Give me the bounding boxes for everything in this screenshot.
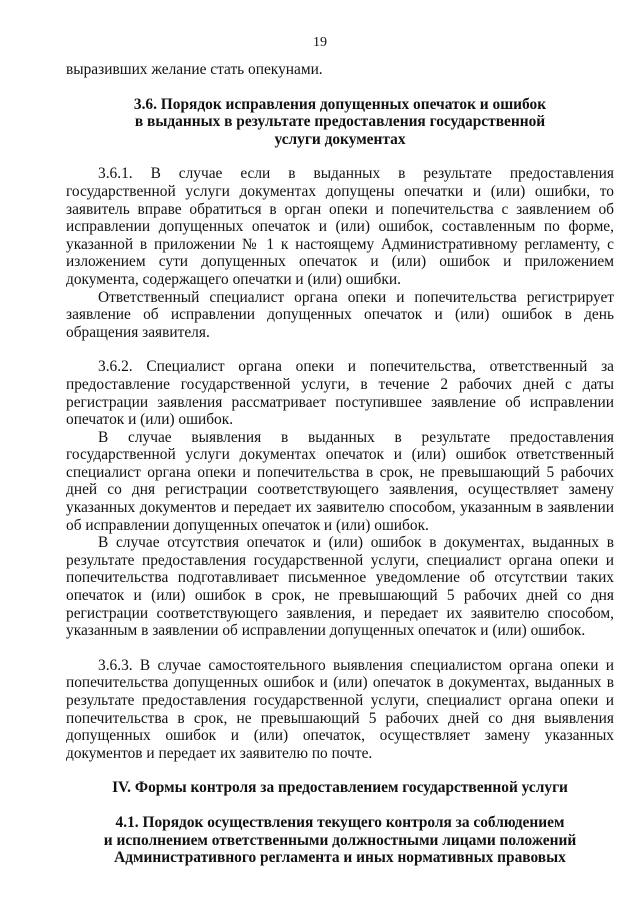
section-4-1-heading bbox=[66, 814, 614, 867]
paragraph-3-6-2-correction: В случае выявления в выданных в результате предоставления государственной услуги документах опечаток и (или) ошибок ответственный специалист органа опеки и попечительства в срок, не превышающий 5 рабочих дней со дня регистрации соответствующего заявления, осуществляет замену указанных документов и передает их заявителю способом, указанным в заявлении об исправлении допущенных опечаток и (или) ошибок. bbox=[66, 428, 614, 534]
heading-line: Административного регламента и иных нормативных правовых bbox=[114, 849, 566, 867]
document-body bbox=[66, 61, 614, 867]
paragraph-3-6-3: 3.6.3. В случае самостоятельного выявления специалистом органа опеки и попечительства допущенных ошибок и (или) опечаток в документах, выданных в результате предоставления государственной услуги, специалист органа опеки и попечительства в срок, не превышающий 5 рабочих дней со дня выявления допущенных ошибок и (или) опечаток, осуществляет замену указанных документов и передает их заявителю по почте. bbox=[66, 656, 614, 762]
paragraph-3-6-2-no-errors: В случае отсутствия опечаток и (или) ошибок в документах, выданных в результате предоставления государственной услуги, специалист органа опеки и попечительства подготавливает письменное уведомление об отсутствии таких опечаток и (или) ошибок в срок, не превышающий 5 рабочих дней со дня регистрации соответствующего заявления, и передает их заявителю способом, указанным в заявлении об исправлении допущенных опечаток и (или) ошибок. bbox=[66, 534, 614, 640]
paragraph-3-6-1-registration: Ответственный специалист органа опеки и попечительства регистрирует заявление об исправлении допущенных опечаток и (или) ошибок в день обращения заявителя. bbox=[66, 288, 614, 341]
paragraph-3-6-1: 3.6.1. В случае если в выданных в результате предоставления государственной услуги документах допущены опечатки и (или) ошибки, то заявитель вправе обратиться в орган опеки и попечительства с заявлением об исправлении допущенных опечаток и (или) ошибок, составленным по форме, указанной в приложении № 1 к настоящему Административному регламенту, с изложением сути допущенных опечаток и (или) ошибок и приложением документа, содержащего опечатки и (или) ошибки. bbox=[66, 165, 614, 288]
heading-line: 3.6. Порядок исправления допущенных опечаток и ошибок bbox=[133, 95, 547, 113]
heading-line: в выданных в результате предоставления государственной bbox=[134, 113, 546, 131]
paragraph-3-6-2: 3.6.2. Специалист органа опеки и попечительства, ответственный за предоставление государственной услуги, в течение 2 рабочих дней с даты регистрации заявления рассматривает поступившее заявление об исправлении опечаток и (или) ошибок. bbox=[66, 358, 614, 429]
section-3-6-heading bbox=[66, 96, 614, 149]
section-iv-heading: IV. Формы контроля за предоставлением государственной услуги bbox=[112, 779, 568, 797]
heading-line: услуги документах bbox=[274, 130, 406, 148]
page-number: 19 bbox=[313, 35, 327, 50]
continuation-text: выразивших желание стать опекунами. bbox=[66, 61, 323, 78]
heading-line: и исполнением ответственными должностными лицами положений bbox=[103, 831, 577, 849]
heading-line: 4.1. Порядок осуществления текущего контроля за соблюдением bbox=[115, 813, 565, 831]
